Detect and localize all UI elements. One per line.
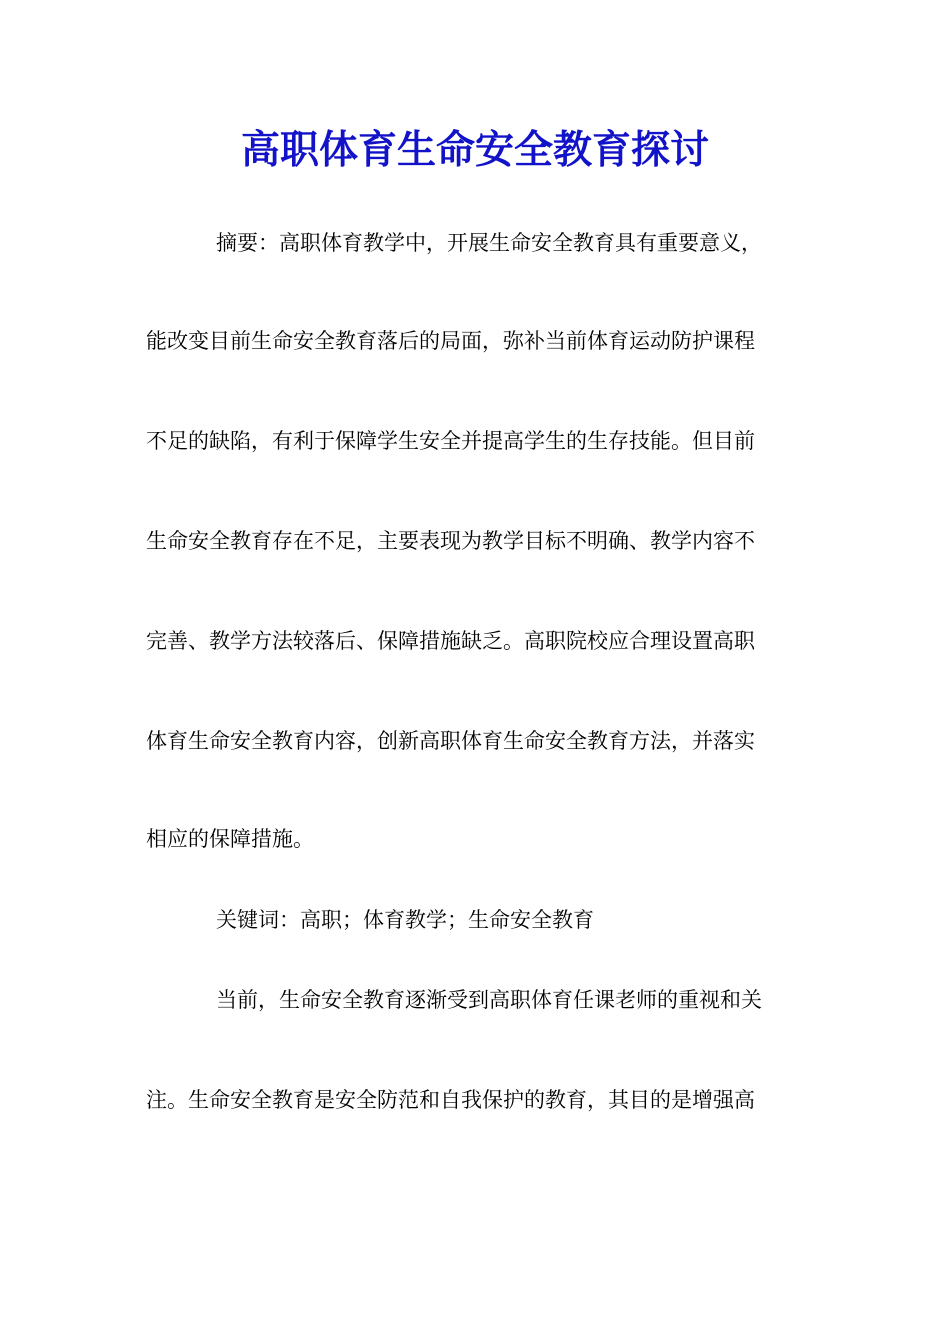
abstract-line-2: 能改变目前生命安全教育落后的局面，弥补当前体育运动防护课程: [146, 329, 755, 353]
abstract-line-1: 摘要：高职体育教学中，开展生命安全教育具有重要意义，: [216, 231, 762, 255]
abstract-line-5: 完善、教学方法较落后、保障措施缺乏。高职院校应合理设置高职: [146, 629, 755, 653]
body-line-2: 注。生命安全教育是安全防范和自我保护的教育，其目的是增强高: [146, 1088, 755, 1112]
abstract-line-7: 相应的保障措施。: [146, 827, 314, 851]
page-title: 高职体育生命安全教育探讨: [240, 127, 709, 173]
abstract-line-4: 生命安全教育存在不足，主要表现为教学目标不明确、教学内容不: [146, 529, 755, 553]
keywords-line: 关键词：高职；体育教学；生命安全教育: [216, 908, 594, 932]
body-line-1: 当前，生命安全教育逐渐受到高职体育任课老师的重视和关: [216, 988, 762, 1012]
abstract-line-3: 不足的缺陷，有利于保障学生安全并提高学生的生存技能。但目前: [146, 429, 755, 453]
abstract-line-6: 体育生命安全教育内容，创新高职体育生命安全教育方法，并落实: [146, 729, 755, 753]
